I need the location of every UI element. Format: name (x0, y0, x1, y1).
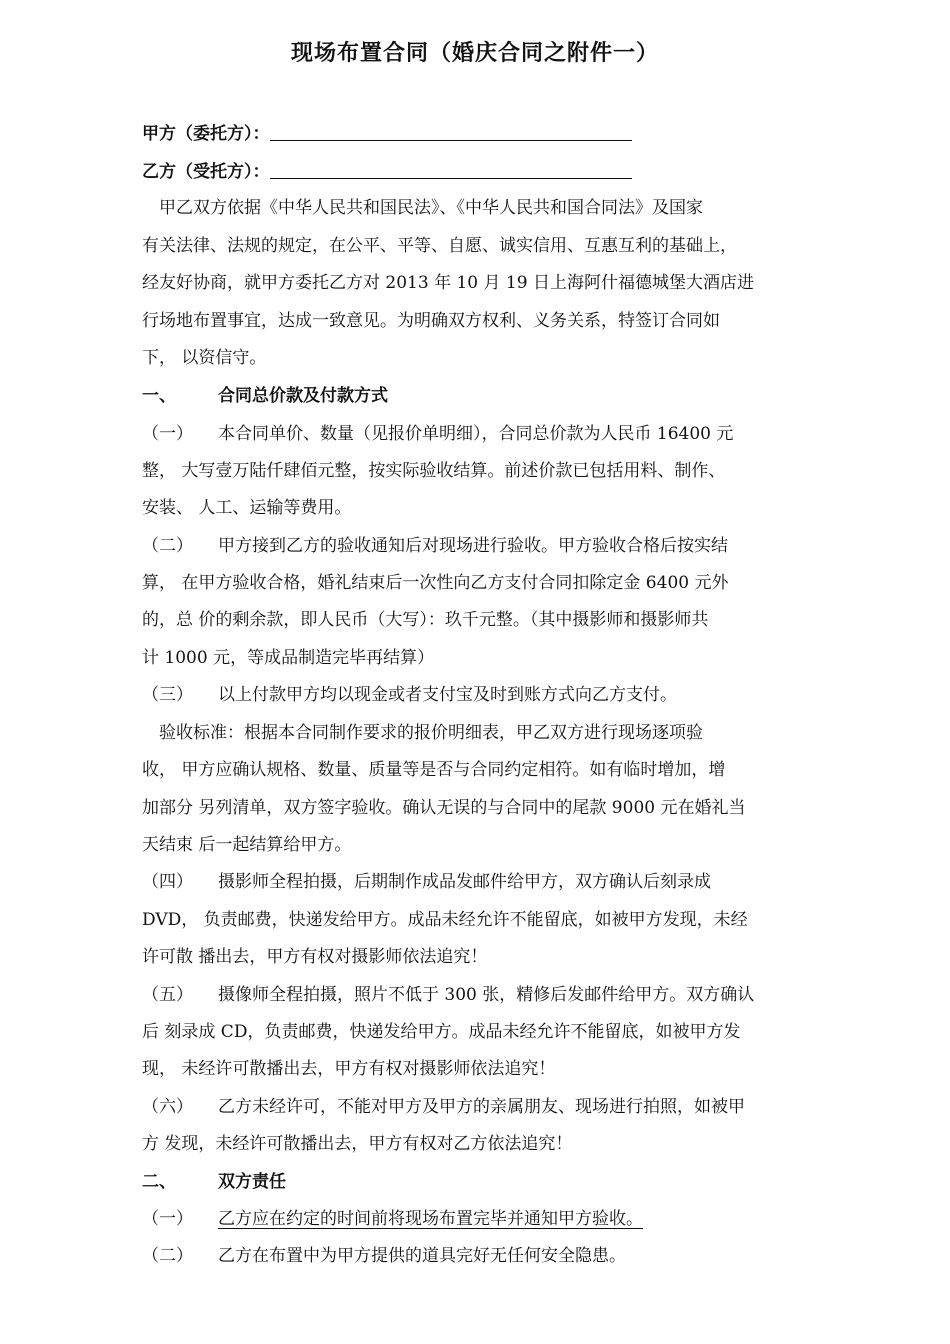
item-text: 甲方接到乙方的验收通知后对现场进行验收。甲方验收合格后按实结 (218, 536, 728, 556)
item-2-1 (142, 1207, 822, 1231)
section-number: 一、 (142, 386, 176, 406)
item-1-6 (142, 1095, 822, 1119)
item-text: 乙方在布置中为甲方提供的道具完好无任何安全隐患。 (218, 1246, 626, 1266)
section-2-heading (142, 1170, 822, 1194)
section-1-heading (142, 384, 822, 408)
party-b-blank (270, 160, 632, 179)
acceptance-line: 天结束 后一起结算给甲方。 (142, 835, 352, 855)
acceptance-line: 加部分 另列清单，双方签字验收。确认无误的与合同中的尾款 9000 元在婚礼当 (142, 798, 746, 818)
item-number: （六） (142, 1097, 193, 1117)
intro-line: 甲乙双方依据《中华人民共和国民法》、《中华人民共和国合同法》及国家 (142, 198, 703, 218)
intro-line: 下， 以资信守。 (142, 348, 267, 368)
item-text: 乙方应在约定的时间前将现场布置完毕并通知甲方验收。 (218, 1209, 643, 1229)
item-text: 本合同单价、数量（见报价单明细），合同总价款为人民币 16400 元 (218, 424, 734, 444)
item-text: 乙方未经许可，不能对甲方及甲方的亲属朋友、现场进行拍照，如被甲 (218, 1097, 745, 1117)
item-1-2 (142, 534, 822, 558)
section-title: 双方责任 (218, 1172, 286, 1192)
party-a-blank (270, 122, 632, 141)
item-1-1 (142, 422, 822, 446)
item-number: （一） (142, 424, 193, 444)
item-text: 以上付款甲方均以现金或者支付宝及时到账方式向乙方支付。 (218, 685, 677, 705)
item-1-5-cont: 后 刻录成 CD，负责邮费，快递发给甲方。成品未经允许不能留底，如被甲方发 (142, 1022, 741, 1042)
item-1-4-cont: 许可散 播出去，甲方有权对摄影师依法追究！ (142, 947, 488, 967)
document-title: 现场布置合同（婚庆合同之附件一） (290, 41, 659, 66)
item-1-5 (142, 983, 822, 1007)
item-1-1-cont: 安装、 人工、运输等费用。 (142, 498, 352, 518)
item-1-2-cont: 计 1000 元，等成品制造完毕再结算） (142, 648, 435, 668)
party-a-label: 甲方（委托方）： (142, 124, 270, 144)
item-text: 摄影师全程拍摄，后期制作成品发邮件给甲方，双方确认后刻录成 (218, 872, 711, 892)
item-number: （二） (142, 1246, 193, 1266)
item-number: （二） (142, 536, 193, 556)
item-1-1-cont: 整， 大写壹万陆仟肆佰元整，按实际验收结算。前述价款已包括用料、制作、 (142, 461, 726, 481)
section-title: 合同总价款及付款方式 (218, 386, 388, 406)
party-a-row (142, 122, 822, 146)
item-1-2-cont: 的，总 价的剩余款，即人民币（大写）：玖千元整。（其中摄影师和摄影师共 (142, 610, 709, 630)
party-b-label: 乙方（受托方）： (142, 162, 270, 182)
party-b-row (142, 160, 822, 184)
item-1-3 (142, 683, 822, 707)
item-number: （四） (142, 872, 193, 892)
intro-line: 行场地布置事宜，达成一致意见。为明确双方权利、义务关系，特签订合同如 (142, 311, 720, 331)
item-number: （一） (142, 1209, 193, 1229)
intro-line: 有关法律、法规的规定，在公平、平等、自愿、诚实信用、互惠互利的基础上， (142, 236, 737, 256)
item-text: 摄像师全程拍摄，照片不低于 300 张，精修后发邮件给甲方。双方确认 (218, 985, 755, 1005)
acceptance-line: 收， 甲方应确认规格、数量、质量等是否与合同约定相符。如有临时增加，增 (142, 760, 726, 780)
item-number: （三） (142, 685, 193, 705)
section-number: 二、 (142, 1172, 176, 1192)
item-1-6-cont: 方 发现，未经许可散播出去，甲方有权对乙方依法追究！ (142, 1134, 573, 1154)
item-1-4-cont: DVD， 负责邮费，快递发给甲方。成品未经允许不能留底，如被甲方发现，未经 (142, 910, 748, 930)
item-2-2 (142, 1244, 822, 1268)
item-1-2-cont: 算， 在甲方验收合格，婚礼结束后一次性向乙方支付合同扣除定金 6400 元外 (142, 573, 729, 593)
item-1-5-cont: 现， 未经许可散播出去，甲方有权对摄影师依法追究！ (142, 1059, 556, 1079)
item-number: （五） (142, 985, 193, 1005)
acceptance-line: 验收标准：根据本合同制作要求的报价明细表，甲乙双方进行现场逐项验 (142, 723, 703, 743)
intro-line: 经友好协商，就甲方委托乙方对 2013 年 10 月 19 日上海阿什福德城堡大酒店进 (142, 273, 754, 293)
item-1-4 (142, 870, 822, 894)
